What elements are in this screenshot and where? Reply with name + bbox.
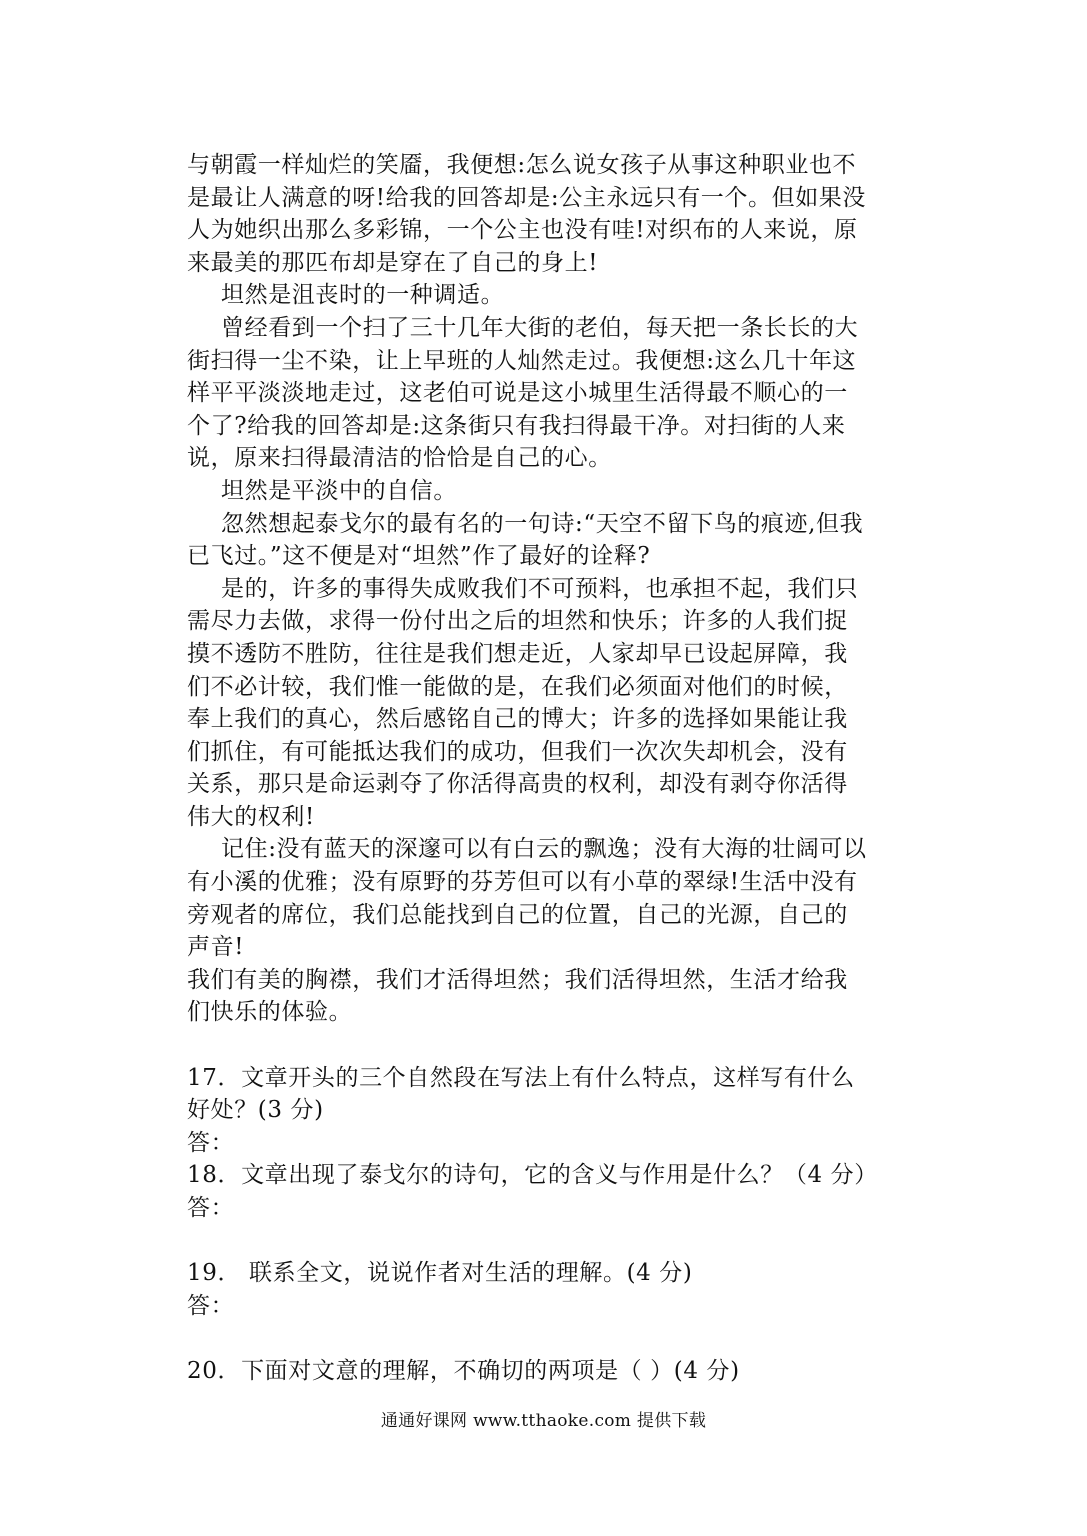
question-20: 20．下面对文意的理解，不确切的两项是（ ）(4 分): [187, 1357, 740, 1384]
document-body: [187, 149, 902, 1388]
text-line: 伟大的权利!: [187, 803, 315, 830]
text-line: 人为她织出那么多彩锦，一个公主也没有哇!对织布的人来说，原: [187, 217, 858, 244]
question-19: 19． 联系全文，说说作者对生活的理解。(4 分): [187, 1260, 693, 1287]
text-line: 我们有美的胸襟，我们才活得坦然；我们活得坦然，生活才给我: [187, 966, 848, 993]
text-line: 坦然是平淡中的自信。: [221, 477, 457, 504]
text-line: 们抓住，有可能抵达我们的成功，但我们一次次失却机会，没有: [187, 738, 848, 765]
blank-line: [187, 1029, 902, 1062]
text-line: 有小溪的优雅；没有原野的芬芳但可以有小草的翠绿!生活中没有: [187, 869, 858, 896]
text-line: 们不必计较，我们惟一能做的是，在我们必须面对他们的时候，: [187, 673, 848, 700]
text-line: 说，原来扫得最清洁的恰恰是自己的心。: [187, 445, 612, 472]
text-line: 样平平淡淡地走过，这老伯可说是这小城里生活得最不顺心的一: [187, 380, 848, 407]
text-line: 与朝霞一样灿烂的笑靥，我便想:怎么说女孩子从事这种职业也不: [187, 152, 857, 178]
text-line: 需尽力去做，求得一份付出之后的坦然和快乐；许多的人我们捉: [187, 608, 848, 635]
text-line: 是最让人满意的呀!给我的回答却是:公主永远只有一个。但如果没: [187, 184, 866, 211]
blank-line: [187, 1322, 902, 1355]
text-line: 是的，许多的事得失成败我们不可预料，也承担不起，我们只: [221, 575, 859, 602]
text-line: 来最美的那匹布却是穿在了自己的身上!: [187, 249, 599, 276]
text-line: 已飞过。”这不便是对“坦然”作了最好的诠释?: [187, 543, 651, 570]
question-18: 18．文章出现了泰戈尔的诗句，它的含义与作用是什么？（4 分）: [187, 1162, 878, 1189]
text-line: 记住:没有蓝天的深邃可以有白云的飘逸；没有大海的壮阔可以: [221, 836, 867, 863]
text-line: 个了?给我的回答却是:这条街只有我扫得最干净。对扫街的人来: [187, 412, 846, 439]
answer-label: 答：: [187, 1195, 235, 1221]
text-line: 们快乐的体验。: [187, 999, 353, 1026]
text-line: 忽然想起泰戈尔的最有名的一句诗:“天空不留下鸟的痕迹,但我: [221, 510, 864, 537]
text-line: 曾经看到一个扫了三十几年大街的老伯，每天把一条长长的大: [221, 314, 859, 341]
text-line: 奉上我们的真心，然后感铭自己的博大；许多的选择如果能让我: [187, 706, 848, 733]
text-line: 关系，那只是命运剥夺了你活得高贵的权利，却没有剥夺你活得: [187, 771, 848, 798]
text-line: 街扫得一尘不染，让上早班的人灿然走过。我便想:这么几十年这: [187, 347, 857, 374]
question-17: 17．文章开头的三个自然段在写法上有什么特点，这样写有什么: [187, 1064, 855, 1091]
answer-label: 答：: [187, 1129, 235, 1156]
answer-label: 答：: [187, 1292, 235, 1319]
blank-line: [187, 1225, 902, 1258]
question-17-cont: 好处？(3 分): [187, 1097, 324, 1124]
text-line: 旁观者的席位，我们总能找到自己的位置，自己的光源，自己的: [187, 901, 848, 928]
text-line: 坦然是沮丧时的一种调适。: [221, 282, 505, 309]
text-line: 摸不透防不胜防，往往是我们想走近，人家却早已设起屏障，我: [187, 640, 848, 667]
page-footer: 通通好课网 www.tthaoke.com 提供下载: [380, 1411, 707, 1431]
text-line: 声音!: [187, 934, 245, 961]
